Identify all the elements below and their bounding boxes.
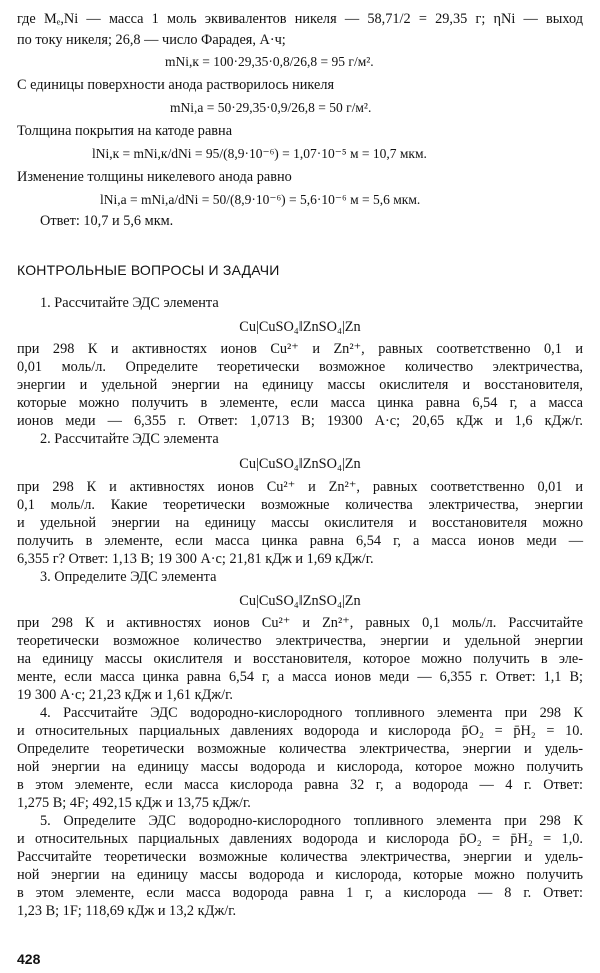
example-text-thickness: Толщина покрытия на катоде равна <box>17 123 233 139</box>
q3-line: на единицу массы окислителя и восстановителя, которое можно получить в эле- <box>17 651 583 667</box>
q4-line: и относительных парциальных давлениях водорода и кислорода p̄O₂ = p̄H₂ = 10. <box>17 723 583 739</box>
q3-line: менте, если масса цинка равна 6,54 г, а масса ионов меди — 6,355 г. Ответ: 1,1 В; <box>17 669 583 685</box>
q2-line: 6,355 г? Ответ: 1,13 В; 19 300 А·с; 21,81 кДж и 1,69 кДж/г. <box>17 551 374 567</box>
q2-line: при 298 К и активностях ионов Cu²⁺ и Zn²⁺, равных соответственно 0,01 и <box>17 479 583 495</box>
q5-line: ной энергии на единицу массы водорода и кислорода, которые можно получить <box>17 867 583 883</box>
q1-line: ионов меди — 6,355 г. Ответ: 1,0713 В; 19300 А·с; 20,65 кДж и 1,6 кДж/г. <box>17 413 583 429</box>
formula-mass-anode: mNi,a = 50·29,35·0,9/26,8 = 50 г/м². <box>170 100 372 115</box>
formula-mass-cathode: mNi,к = 100·29,35·0,8/26,8 = 95 г/м². <box>165 54 374 69</box>
example-line-1: где Mₑ,Ni — масса 1 моль эквивалентов никеля — 58,71/2 = 29,35 г; ηNi — выход <box>17 11 583 27</box>
q1-line: 0,01 моль/л. Определите теоретически возможное количество электричества, <box>17 359 583 375</box>
example-text-anode-change: Изменение толщины никелевого анода равно <box>17 169 292 185</box>
q2-line: 0,1 моль/л. Какие теоретически возможные количества электричества, энергии <box>17 497 583 513</box>
q1-line: энергии и удельной энергии на единицу массы окислителя и восстановителя, <box>17 377 583 393</box>
q5-line: и относительных парциальных давлениях водорода и кислорода p̄O₂ = p̄H₂ = 1,0. <box>17 831 583 847</box>
q5-line: Рассчитайте теоретически возможные количества электричества, энергии и удель- <box>17 849 583 865</box>
q2-line: получить в элементе, если масса цинка равна 6,54 г, а масса ионов меди — <box>17 533 583 549</box>
q1-scheme: Cu|CuSO₄‖ZnSO₄|Zn <box>239 319 361 335</box>
example-answer: Ответ: 10,7 и 5,6 мкм. <box>40 213 174 229</box>
q4-line: Определите теоретически возможные количества электричества, энергии и удель- <box>17 741 583 757</box>
q3-line: теоретически возможное количество электричества, энергии и удельной энергии <box>17 633 583 649</box>
q4-line: в этом элементе, если масса кислорода равна 32 г, а водорода — 4 г. Ответ: <box>17 777 583 793</box>
q5-line: 5. Определите ЭДС водородно-кислородного топливного элемента при 298 К <box>40 813 583 829</box>
example-text-anode: С единицы поверхности анода растворилось никеля <box>17 77 335 93</box>
q3-intro: 3. Определите ЭДС элемента <box>40 569 217 585</box>
q3-line: 19 300 А·с; 21,23 кДж и 1,61 кДж/г. <box>17 687 233 703</box>
q1-intro: 1. Рассчитайте ЭДС элемента <box>40 295 219 311</box>
q1-line: которые можно получить в элементе, если масса цинка равна 6,54 г, а масса <box>17 395 583 411</box>
q1-line: при 298 К и активностях ионов Cu²⁺ и Zn²⁺, равных соответственно 0,1 и <box>17 341 583 357</box>
q4-line: 1,275 В; 4F; 492,15 кДж и 13,75 кДж/г. <box>17 795 251 811</box>
q5-line: 1,23 В; 1F; 118,69 кДж и 13,2 кДж/г. <box>17 903 237 919</box>
q4-line: 4. Рассчитайте ЭДС водородно-кислородного топливного элемента при 298 К <box>40 705 583 721</box>
q3-line: при 298 К и активностях ионов Cu²⁺ и Zn²⁺, равных 0,1 моль/л. Рассчитайте <box>17 615 583 631</box>
q2-line: и удельной энергии на единицу массы окислителя и восстановителя можно <box>17 515 583 531</box>
q2-scheme: Cu|CuSO₄‖ZnSO₄|Zn <box>239 456 361 472</box>
q5-line: в этом элементе, если масса водорода равна 1 г, а кислорода — 8 г. Ответ: <box>17 885 583 901</box>
example-line-2: по току никеля; 26,8 — число Фарадея, А·ч; <box>17 32 286 48</box>
formula-thickness-cathode: lNi,к = mNi,к/dNi = 95/(8,9·10⁻⁶) = 1,07·10⁻⁵ м = 10,7 мкм. <box>92 146 427 161</box>
formula-thickness-anode: lNi,a = mNi,a/dNi = 50/(8,9·10⁻⁶) = 5,6·10⁻⁶ м = 5,6 мкм. <box>100 192 421 207</box>
section-title: КОНТРОЛЬНЫЕ ВОПРОСЫ И ЗАДАЧИ <box>17 262 280 278</box>
page-number: 428 <box>17 951 41 967</box>
q4-line: ной энергии на единицу массы водорода и кислорода, которое можно получить <box>17 759 583 775</box>
q6-line <box>40 920 583 924</box>
q3-scheme: Cu|CuSO₄‖ZnSO₄|Zn <box>239 593 361 609</box>
q2-intro: 2. Рассчитайте ЭДС элемента <box>40 431 219 447</box>
